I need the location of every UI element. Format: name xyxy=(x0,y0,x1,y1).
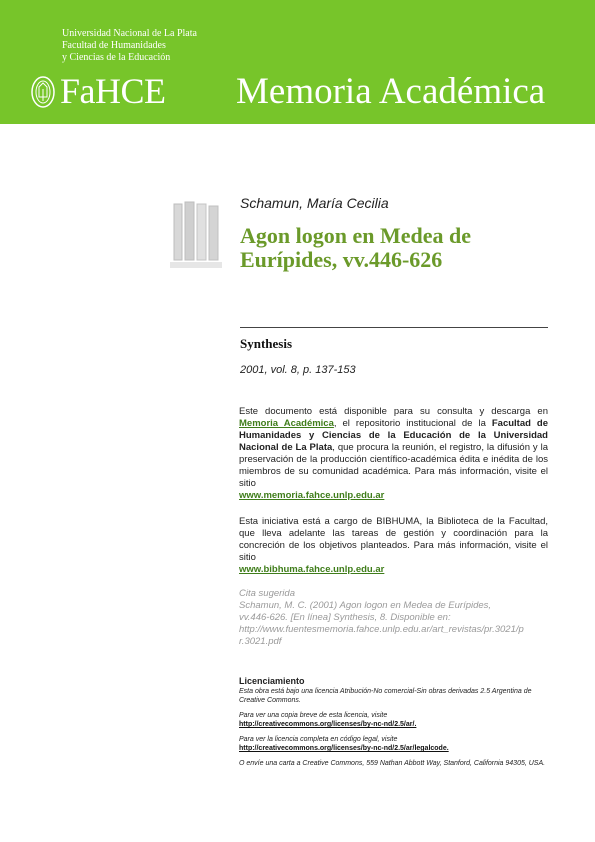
citation-line: Schamun, M. C. (2001) Agon logon en Medea de Eurípides, xyxy=(239,600,492,611)
bibhuma-paragraph xyxy=(239,516,548,576)
memoria-link[interactable]: Memoria Académica xyxy=(239,418,334,429)
license-text: Esta obra está bajo una licencia Atribución-No comercial-Sin obras derivadas 2.5 Argentina de Creative Commons. xyxy=(239,688,532,704)
fahce-logo: FaHCE xyxy=(60,71,166,111)
bibhuma-text: Esta iniciativa está a cargo de BIBHUMA, la Biblioteca de la Facultad, que lleva adelante las tareas de gestión y coordinación para la concreción de los objetivos planteados. Para más información, visite el sitio xyxy=(239,516,548,563)
document-title: Agon logon en Medea de Eurípides, vv.446-626 xyxy=(240,223,471,272)
bibhuma-url-link[interactable]: www.bibhuma.fahce.unlp.edu.ar xyxy=(239,564,385,575)
faculty-line-2: y Ciencias de la Educación xyxy=(62,52,171,63)
memoria-url-link[interactable]: www.memoria.fahce.unlp.edu.ar xyxy=(239,490,385,501)
publication-details: 2001, vol. 8, p. 137-153 xyxy=(240,364,356,376)
faculty-name: Facultad de Humanidades y Ciencias de la Educación de la Universidad Nacional de La Plata xyxy=(239,418,549,453)
books-icon xyxy=(170,200,222,272)
license-full-link[interactable]: http://creativecommons.org/licenses/by-nc-nd/2.5/ar/legalcode. xyxy=(239,745,449,752)
availability-paragraph xyxy=(239,406,548,502)
header-banner xyxy=(0,0,595,124)
availability-text-2: , el repositorio institucional de la xyxy=(333,418,486,429)
university-seal-icon xyxy=(30,75,56,109)
license-full-label: Para ver la licencia completa en código legal, visite xyxy=(239,736,398,743)
license-copy-link[interactable]: http://creativecommons.org/licenses/by-nc-nd/2.5/ar/. xyxy=(239,721,417,728)
faculty-line-1: Facultad de Humanidades xyxy=(62,40,166,51)
availability-text: Este documento está disponible para su consulta y descarga en xyxy=(239,406,548,417)
suggested-citation xyxy=(239,588,549,648)
journal-name: Synthesis xyxy=(240,336,293,351)
citation-line: vv.446-626. [En línea] Synthesis, 8. Disponible en: xyxy=(239,612,451,623)
document-author: Schamun, María Cecilia xyxy=(240,195,389,211)
license-block xyxy=(239,676,551,768)
license-copy-label: Para ver una copia breve de esta licencia, visite xyxy=(239,712,388,719)
license-heading: Licenciamiento xyxy=(239,676,305,686)
citation-url[interactable]: r.3021.pdf xyxy=(239,636,282,647)
availability-text-3: , que procura la reunión, el registro, la difusión y la preservación de la producción científico-académica édita e inédita de los miembros de su comunidad académica. Para más información, visite el sitio xyxy=(239,442,548,489)
repository-title: Memoria Académica xyxy=(236,71,546,112)
university-block xyxy=(62,28,197,64)
section-divider xyxy=(240,327,548,328)
citation-label: Cita sugerida xyxy=(239,588,295,599)
university-name: Universidad Nacional de La Plata xyxy=(62,28,197,39)
citation-url[interactable]: http://www.fuentesmemoria.fahce.unlp.edu.ar/art_revistas/pr.3021/p xyxy=(239,624,524,635)
license-mail-text: O envíe una carta a Creative Commons, 559 Nathan Abbott Way, Stanford, California 94305, USA. xyxy=(239,760,546,767)
